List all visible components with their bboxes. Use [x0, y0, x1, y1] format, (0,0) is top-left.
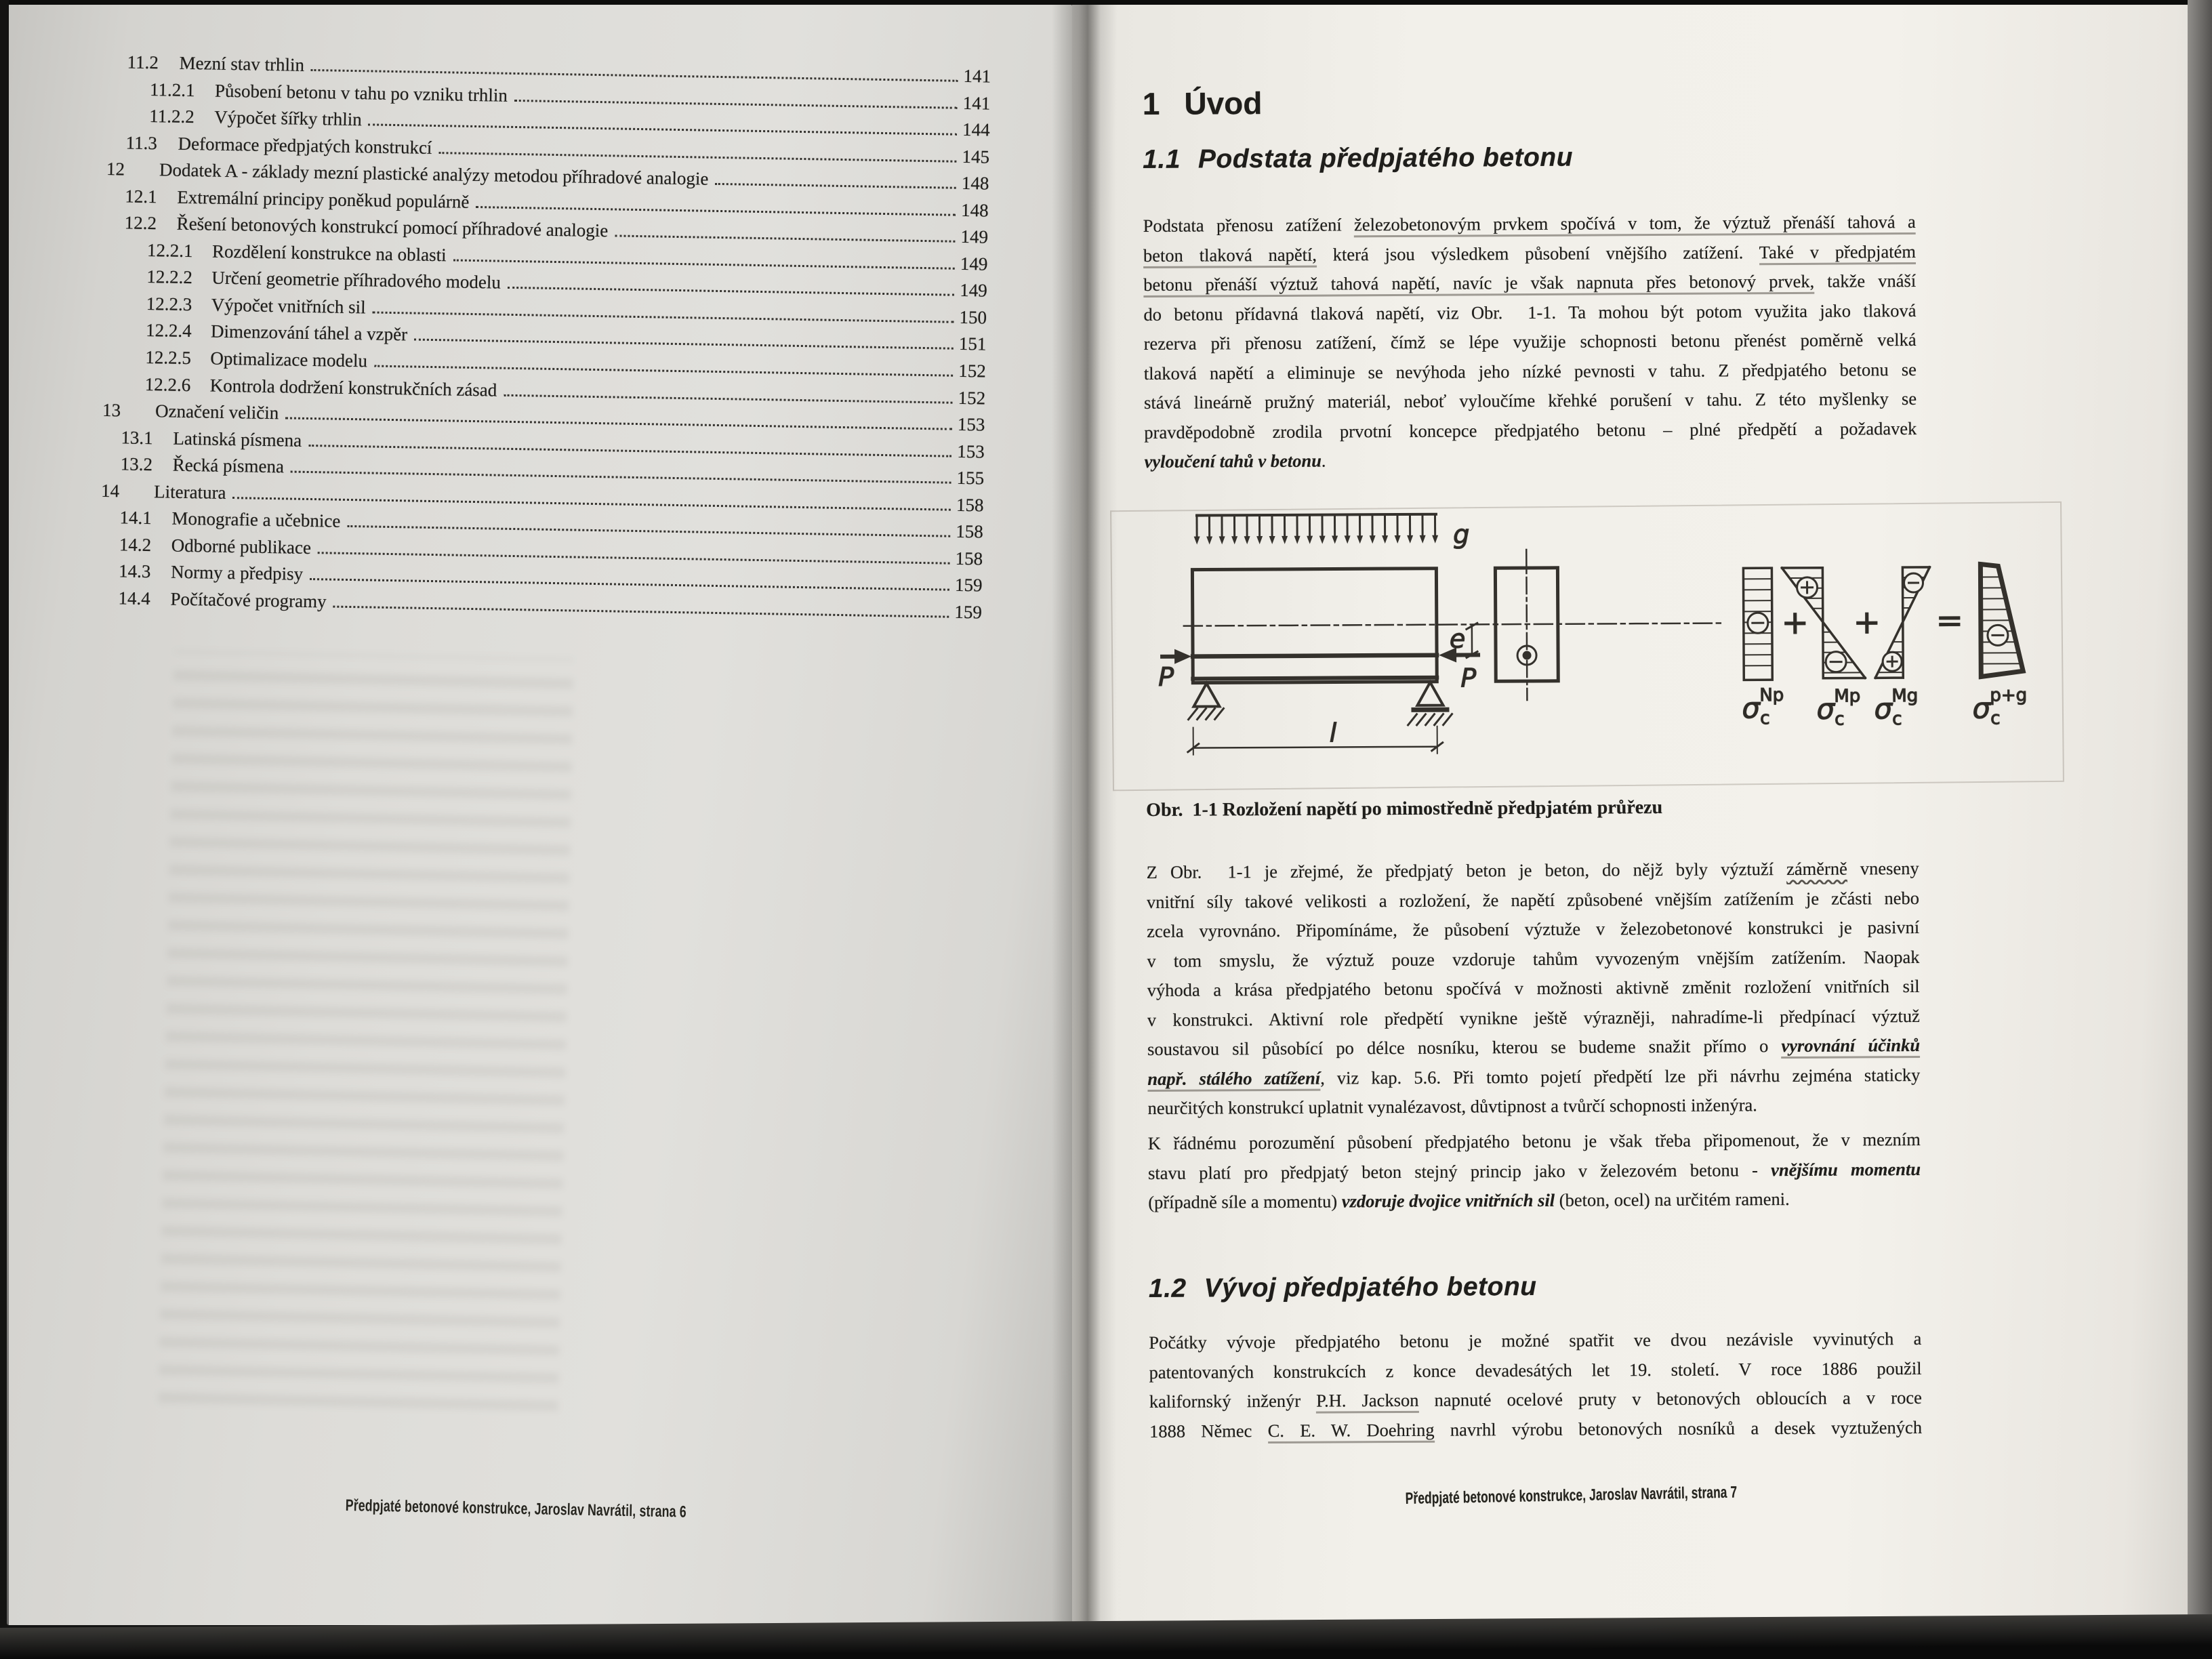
text-line: soustavou sil působící po délce nosníku, kterou se budeme snažit přímo o vyrovnání účinků — [1147, 1034, 1921, 1059]
toc-ttl: Dodatek A - základy mezní plastické analýzy metodou příhradové analogie — [159, 159, 709, 189]
minus-sign-icon — [1748, 613, 1768, 633]
toc-ttl: Kontrola dodržení konstrukčních zásad — [209, 375, 497, 401]
stress-diagram-normal — [1743, 568, 1772, 680]
support-right — [1408, 682, 1452, 725]
tendon-point — [1523, 651, 1532, 659]
text-line: v konstrukci. Aktivní role předpětí vynikne ještě výrazněji, nahradíme-li předpínací výztuž — [1147, 1005, 1920, 1030]
text-line: kalifornský inženýr P.H. Jackson napnuté ocelové pruty v betonových obloucích a v roce — [1149, 1383, 1922, 1416]
toc-ttl: Označení veličin — [155, 401, 279, 424]
page-footer-left: Předpjaté betonové konstrukce, Jaroslav Navrátil, strana 6 — [345, 1496, 687, 1521]
paragraph-2 — [1147, 854, 1921, 1123]
toc-ttl: Deformace předpjatých konstrukcí — [178, 133, 432, 158]
toc-ttl: Řešení betonových konstrukcí pomocí příhradové analogie — [176, 213, 609, 241]
text-line: stavu platí pro předpjatý beton stejný princip jako v železovém betonu - vnějšímu momentu — [1147, 1158, 1921, 1183]
paragraph-1 — [1143, 207, 1917, 476]
left-page — [7, 4, 1072, 1625]
text-line: stává lineárně pružný materiál, neboť vyloučíme křehké porušení v tahu. Z této myšlenky se — [1144, 388, 1917, 413]
toc-num: 11.2 — [127, 52, 159, 73]
section-heading-1-2 — [1149, 1272, 1537, 1304]
text-line: Z Obr. 1-1 je zřejmé, že předpjatý beton je beton, do nějž byly výztuží záměrně vneseny — [1146, 857, 1919, 882]
text-line: 1888 Němec C. E. W. Doehring navrhl výrobu betonových nosníků a desek vyztužených — [1149, 1412, 1922, 1446]
toc-pg: 158 — [955, 548, 983, 569]
text-line: vnitřní síly takové velikosti a rozložení, že napětí způsobené vnějším zatížením je zčásti nebo — [1146, 887, 1920, 912]
text-line: K řádnému porozumění působení předpjatého betonu je však třeba připomenout, že v mezním — [1147, 1128, 1921, 1153]
minus-sign-icon — [1826, 652, 1846, 672]
toc-num: 14.3 — [118, 560, 151, 582]
plus-operator: + — [1853, 603, 1881, 642]
stress-label-np: $\sigma_cNp$ — [1742, 685, 1784, 729]
right-page-content — [1139, 0, 2096, 1626]
force-label-left: P — [1158, 661, 1174, 692]
toc-pg: 153 — [957, 413, 985, 435]
toc-ttl: Monografie a učebnice — [171, 508, 341, 532]
toc-num: 14 — [100, 480, 120, 501]
toc-ttl: Odborné publikace — [171, 535, 312, 558]
figure-caption: Obr. 1-1 Rozložení napětí po mimostředně předpjatém průřezu — [1146, 796, 1663, 821]
toc-num: 12.1 — [125, 186, 157, 207]
text-line: Podstata přenosu zatížení železobetonovým prvkem spočívá v tom, že výztuž přenáší tahová a — [1143, 207, 1916, 241]
toc-ttl: Dimenzování táhel a vzpěr — [210, 321, 408, 345]
toc-num: 12.2.2 — [146, 266, 193, 288]
chapter-number: 1 — [1142, 85, 1160, 121]
text-line: tlaková napětí a eliminuje se nevýhoda jeho nízké pevnosti v tahu. Z předpjatého betonu se — [1143, 359, 1917, 384]
toc-pg: 152 — [958, 360, 987, 382]
toc-ttl: Počítačové programy — [170, 588, 327, 612]
toc-ttl: Mezní stav trhlin — [179, 52, 305, 75]
text-line: patentovaných konstrukcích z konce devadesátých let 19. století. V roce 1886 použil — [1149, 1357, 1922, 1382]
eccentricity-label: e — [1449, 623, 1466, 654]
toc-ttl: Extremální principy poněkud populárně — [177, 186, 470, 212]
toc-pg: 159 — [954, 575, 983, 596]
toc-ttl: Optimalizace modelu — [210, 348, 368, 371]
text-line: v tom smyslu, že výztuž pouze vzdoruje tahům vyvozeným vnějším zatížením. Naopak — [1147, 946, 1920, 971]
toc-pg: 153 — [957, 441, 985, 462]
toc-ttl: Výpočet šířky trhlin — [214, 106, 363, 130]
plus-sign-icon — [1883, 652, 1902, 671]
toc-pg: 149 — [959, 280, 987, 301]
toc-pg: 158 — [956, 521, 984, 542]
toc-num: 11.2.1 — [149, 79, 195, 100]
toc-pg: 158 — [956, 494, 984, 516]
toc-num: 13.2 — [120, 453, 153, 475]
minus-sign-icon — [1904, 573, 1923, 592]
stress-label-resultant: $\sigma_cp+g$ — [1972, 685, 2028, 729]
minus-sign-icon — [1988, 625, 2008, 645]
photo-edge-right — [2188, 0, 2212, 1659]
text-line: Počátky vývoje předpjatého betonu je možné spatřit ve dvou nezávisle vyvinutých a — [1149, 1328, 1922, 1353]
section-title: Vývoj předpjatého betonu — [1204, 1271, 1537, 1303]
force-label-right: P — [1460, 663, 1477, 693]
toc-pg: 145 — [962, 146, 990, 167]
toc-pg: 149 — [960, 253, 988, 274]
toc-lead — [311, 51, 958, 82]
toc-num: 13 — [102, 400, 121, 421]
stress-diagram-resultant — [1980, 564, 2023, 676]
toc-num: 12.2.4 — [145, 320, 192, 342]
toc-ttl: Určení geometrie příhradového modelu — [211, 267, 501, 293]
toc-num: 14.4 — [118, 588, 151, 609]
stress-diagram-load-moment — [1875, 567, 1930, 678]
stress-label-mp: $\sigma_cMp$ — [1816, 686, 1861, 730]
stress-label-mg: $\sigma_cMg$ — [1874, 685, 1919, 730]
toc-num: 13.1 — [121, 427, 153, 448]
toc-num: 12.2.5 — [145, 346, 192, 369]
text-line: beton tlaková napětí, která jsou výsledkem působení vnějšího zatížení. Také v předpjatém — [1143, 237, 1916, 270]
equals-operator: = — [1936, 601, 1964, 640]
page-footer-right: Předpjaté betonové konstrukce, Jaroslav Navrátil, strana 7 — [1405, 1483, 1738, 1508]
toc-pg: 141 — [963, 65, 991, 87]
toc-pg: 152 — [958, 387, 986, 409]
toc-pg: 151 — [958, 333, 987, 355]
section-title: Podstata předpjatého betonu — [1197, 142, 1574, 174]
text-line: betonu přenáší výztuž tahová napětí, navíc je však napnuta přes betonový prvek, takže vnáší — [1143, 266, 1916, 300]
prestress-tendon — [1162, 647, 1478, 663]
toc-pg: 150 — [959, 306, 987, 328]
plus-sign-icon — [1797, 577, 1817, 598]
support-left — [1188, 683, 1223, 719]
span-label: l — [1329, 718, 1337, 748]
toc-pg: 144 — [962, 119, 990, 140]
span-dimension — [1188, 726, 1443, 755]
toc-num: 12 — [106, 159, 125, 180]
toc-num: 12.2.1 — [146, 239, 193, 261]
load-label: g — [1453, 519, 1470, 550]
text-line: zcela vyrovnáno. Připomínáme, že působení výztuže v železobetonové konstrukci je pasivní — [1147, 916, 1920, 941]
text-line: vyloučení tahů v betonu. — [1144, 450, 1326, 472]
section-number: 1.1 — [1143, 144, 1181, 174]
toc-ttl: Výpočet vnitřních sil — [211, 294, 366, 318]
toc-pg: 159 — [954, 601, 983, 623]
toc-pg: 155 — [956, 468, 985, 489]
section-heading-1-1 — [1143, 143, 1573, 175]
distributed-load — [1193, 514, 1438, 545]
chapter-title: Úvod — [1184, 85, 1263, 121]
toc-lead — [715, 165, 956, 189]
toc-ttl: Normy a předpisy — [170, 562, 304, 585]
toc-num: 12.2.6 — [144, 373, 191, 395]
toc-num: 11.3 — [125, 132, 158, 153]
toc-ttl: Latinská písmena — [173, 428, 302, 451]
text-line: rezerva při přenosu zatížení, čímž se lépe využije schopnosti betonu přenést poměrně velká — [1143, 329, 1917, 354]
toc-ttl: Působení betonu v tahu po vzniku trhlin — [214, 80, 508, 106]
text-line: do betonu přídavná tlaková napětí, viz Obr. 1-1. Ta mohou být potom využita jako tlaková — [1143, 300, 1917, 325]
toc-num: 14.1 — [119, 507, 152, 529]
toc-pg: 148 — [960, 199, 989, 221]
text-line: výhoda a krása předpjatého betonu spočívá v možnosti aktivně změnit rozložení vnitřních sil — [1147, 975, 1920, 1000]
toc-num: 14.2 — [119, 534, 152, 555]
chapter-heading — [1143, 85, 1263, 122]
photo-edge-left — [0, 0, 9, 1659]
toc-num: 11.2.2 — [149, 106, 195, 127]
figure-obr-1-1 — [1155, 501, 2037, 797]
text-line: pravděpodobně zrodila prvotní koncepce předpjatého betonu – plné předpětí a požadavek — [1144, 417, 1917, 443]
text-line: neurčitých konstrukcí uplatnit vynalézavost, důvtipnost a tvůrčí schopnosti inženýra. — [1147, 1094, 1757, 1118]
eccentricity-dimension — [1467, 623, 1477, 657]
table-of-contents — [99, 47, 1011, 625]
text-line: (případně síle a momentu) vzdoruje dvojice vnitřních sil (beton, ocel) na určitém rameni. — [1148, 1188, 1790, 1212]
paragraph-4 — [1149, 1324, 1922, 1446]
bleedthrough-texture — [158, 651, 573, 1411]
toc-pg: 141 — [962, 92, 991, 114]
toc-pg: 149 — [960, 226, 989, 247]
photo-edge-top — [0, 0, 2212, 5]
paragraph-3 — [1148, 1125, 1921, 1217]
toc-ttl: Literatura — [153, 480, 226, 503]
text-line: např. stálého zatížení, viz kap. 5.6. Při tomto pojetí předpětí lze při návrhu zejména staticky — [1147, 1060, 1920, 1093]
toc-num: 12.2 — [124, 212, 157, 234]
plus-operator: + — [1781, 603, 1809, 642]
section-number: 1.2 — [1148, 1273, 1187, 1303]
toc-pg: 148 — [961, 173, 989, 194]
toc-ttl: Řecká písmena — [172, 454, 285, 477]
toc-num: 12.2.3 — [146, 293, 192, 315]
toc-ttl: Rozdělení konstrukce na oblasti — [211, 241, 447, 266]
